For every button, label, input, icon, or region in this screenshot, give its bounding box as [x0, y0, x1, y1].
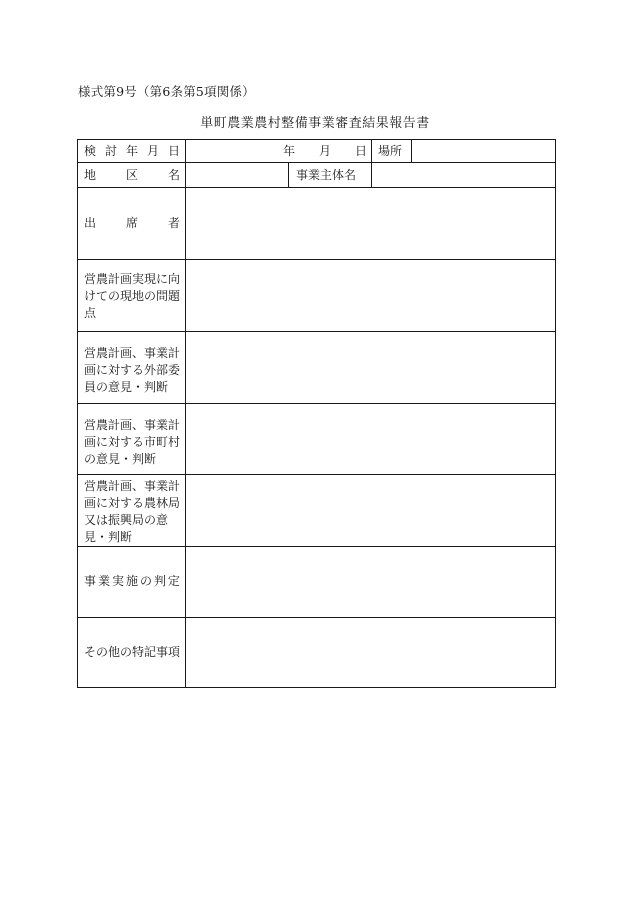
label-column-divider [185, 140, 186, 688]
place-label-divider-right [411, 140, 412, 162]
date-year-unit: 年 [283, 144, 296, 158]
row-divider [78, 617, 556, 618]
label-line: 画に対する外部委 [84, 363, 181, 377]
row-divider [78, 546, 556, 547]
row-divider [78, 259, 556, 260]
label-line: 員の意見・判断 [84, 380, 169, 394]
label-line: 見・判断 [84, 530, 133, 544]
label-char: 席 [125, 216, 138, 230]
place-label-divider-left [371, 140, 372, 162]
row-divider [78, 403, 556, 404]
date-day-unit: 日 [355, 144, 368, 158]
review-date-label [84, 143, 180, 160]
form-number: 様式第9号（第6条第5項関係） [78, 84, 255, 99]
place-label: 場所 [378, 144, 403, 158]
attendees-label [84, 215, 180, 232]
date-month-unit: 月 [319, 144, 332, 158]
label-char: 月 [146, 144, 159, 158]
external-committee-opinion-label [84, 345, 180, 396]
label-char: 業 [97, 574, 110, 588]
label-line: 営農計画、事業計 [84, 479, 181, 493]
label-line: けての現地の問題 [84, 289, 181, 303]
label-char: 定 [167, 574, 180, 588]
entity-label-divider-left [288, 162, 289, 187]
row-divider [78, 474, 556, 475]
label-line: 営農計画実現に向 [84, 272, 181, 286]
label-line: 営農計画、事業計 [84, 418, 181, 432]
agriculture-bureau-opinion-label [84, 478, 180, 546]
row-divider [78, 187, 556, 188]
label-char: 施 [125, 574, 138, 588]
label-line: 画に対する市町村 [84, 435, 181, 449]
label-char: 者 [167, 216, 180, 230]
label-char: 地 [84, 168, 97, 182]
document-title: 単町農業農村整備事業審査結果報告書 [200, 116, 430, 131]
label-line: 画に対する農林局 [84, 496, 181, 510]
label-char: 討 [104, 144, 117, 158]
label-char: 年 [125, 144, 138, 158]
label-line: 点 [84, 306, 97, 320]
label-char: 検 [84, 144, 97, 158]
implementation-decision-label [84, 573, 180, 590]
project-entity-label: 事業主体名 [296, 168, 357, 182]
row-divider [78, 162, 556, 163]
report-table [77, 139, 556, 688]
entity-label-divider-right [371, 162, 372, 187]
row-divider [78, 331, 556, 332]
label-char: 事 [84, 574, 97, 588]
label-line: 営農計画、事業計 [84, 346, 181, 360]
district-label [84, 167, 180, 184]
label-char: 日 [167, 144, 180, 158]
label-char: の [139, 574, 152, 588]
label-char: 名 [167, 168, 180, 182]
label-char: 出 [84, 216, 97, 230]
label-char: 判 [153, 574, 166, 588]
label-line: 又は振興局の意 [84, 513, 169, 527]
label-char: 実 [111, 574, 124, 588]
label-char: 区 [125, 168, 138, 182]
other-notes-label: その他の特記事項 [84, 645, 181, 659]
label-line: の意見・判断 [84, 452, 157, 466]
onsite-issues-label [84, 271, 180, 322]
municipality-opinion-label [84, 417, 180, 468]
